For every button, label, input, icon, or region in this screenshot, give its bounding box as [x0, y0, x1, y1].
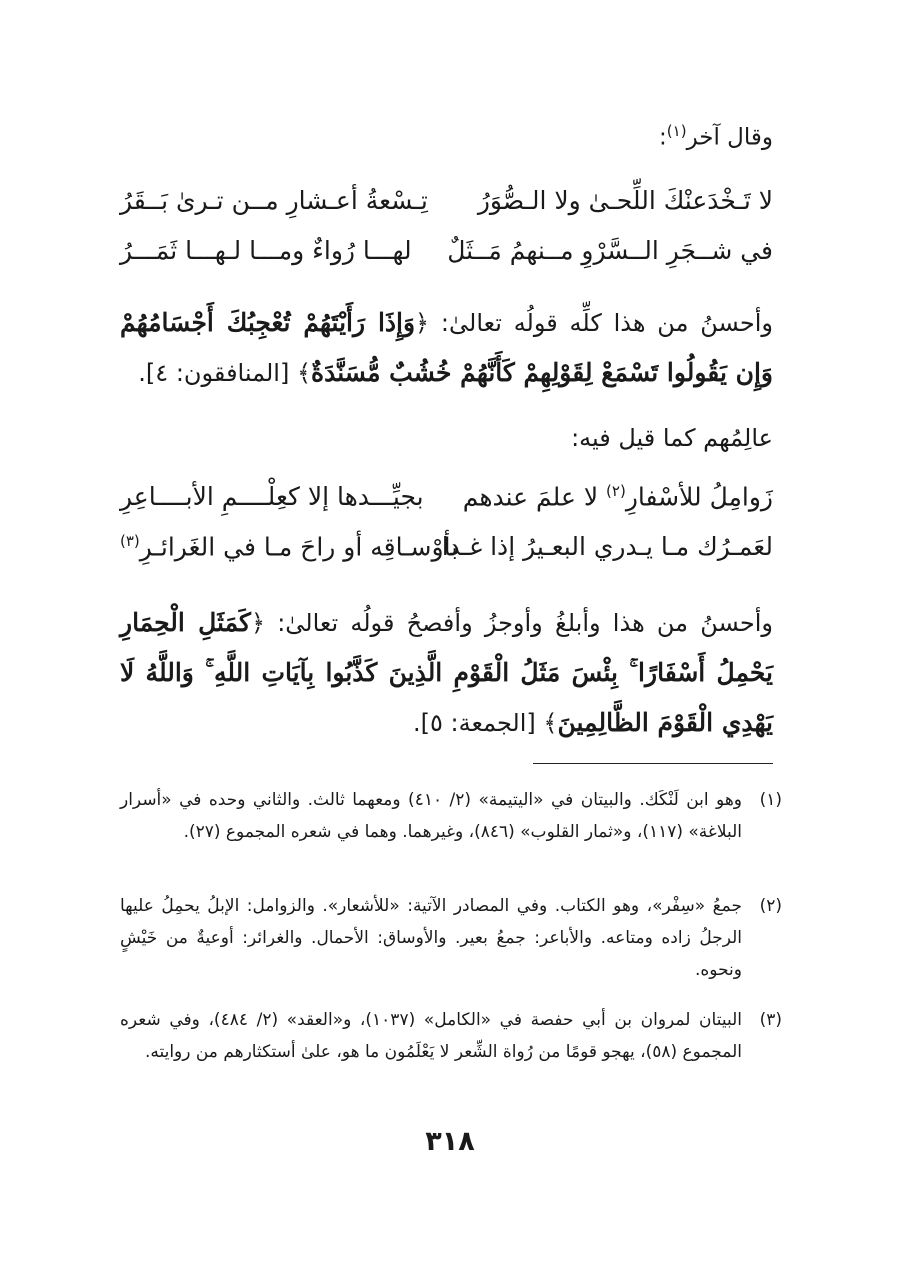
footnote-3-number: (٣) — [759, 1010, 782, 1030]
footnote-2 — [120, 890, 782, 986]
footnote-ref-3[interactable]: (٣) — [120, 532, 140, 550]
footnote-3 — [120, 1004, 782, 1068]
ornate-bracket-close: ﴾ — [296, 359, 312, 387]
footnote-1 — [120, 784, 782, 848]
poem2-v1-h1-rest: لا علمَ عندهم — [462, 482, 607, 512]
footnote-1-text: وهو ابن لَنْكَك. والبيتان في «اليتيمة» (٢/ ٤١٠) ومعهما ثالث. والثاني وحده في «أسرار البلاغة» (١١٧)، و«ثمار القلوب» (٨٤٦)، وغيرهما. وهما في شعره المجموع (٢٧). — [120, 790, 742, 842]
ornate-bracket-open: ﴿ — [415, 309, 430, 337]
quran-ref-munafiqun: [المنافقون: ٤]. — [138, 359, 290, 387]
paragraph-jumuah — [120, 598, 773, 748]
poem1-verse-2-second-hemistich: لهـــا رُواءٌ ومـــا لـهـــا ثَمَـــرُ — [120, 236, 412, 265]
ornate-bracket-open: ﴿ — [250, 609, 266, 637]
footnote-separator — [533, 763, 773, 764]
intro-line — [659, 122, 773, 152]
intro-colon: : — [659, 124, 667, 151]
intro-text: وقال آخر — [686, 124, 773, 151]
ornate-bracket-close: ﴾ — [543, 709, 558, 737]
page-number: ٣١٨ — [425, 1126, 475, 1157]
para2-text: عالِمُهم كما قيل فيه: — [571, 424, 773, 452]
footnote-3-text: البيتان لمروان بن أبي حفصة في «الكامل» (١٠٣٧)، و«العقد» (٢/ ٤٨٤)، وفي شعره المجموع (٥٨)، يهجو قومًا من رُواة الشِّعر لا يَعْلَمُون ما هو، علىٰ أستكثارهم من روايته. — [120, 1010, 742, 1062]
quran-verse-jumuah: كَمَثَلِ الْحِمَارِ يَحْمِلُ أَسْفَارًا ۚ بِئْسَ مَثَلُ الْقَوْمِ الَّذِينَ كَذَّبُوا بِآيَاتِ اللَّهِ ۚ وَاللَّهُ لَا يَهْدِي الْقَوْمَ الظَّالِمِينَ — [120, 608, 773, 737]
para3-lead: وأحسنُ من هذا وأبلغُ وأوجزُ وأفصحُ قولُه تعالىٰ: — [277, 609, 773, 637]
poem2-verse-1 — [120, 482, 773, 522]
poem2-v1-h1-text: زَوامِلُ للأسْفارِ — [625, 482, 773, 512]
quran-ref-jumuah: [الجمعة: ٥]. — [413, 709, 536, 737]
poem1-verse-1-second-hemistich: تِـسْعةُ أعـشارِ مــن تـرىٰ بَــقَرُ — [120, 186, 428, 215]
poem1-verse-1 — [120, 186, 773, 226]
footnote-ref-1[interactable]: (١) — [666, 122, 687, 140]
poem1-verse-1-first-hemistich: لا تَـخْدَعنْكَ اللِّحـىٰ ولا الـصُّوَرُ — [477, 186, 773, 215]
footnote-1-number: (١) — [759, 790, 782, 810]
quran-verse-munafiqun: وَإِذَا رَأَيْتَهُمْ تُعْجِبُكَ أَجْسَامُهُمْ وَإِن يَقُولُوا تَسْمَعْ لِقَوْلِهِمْ كَأَنَّهُمْ خُشُبٌ مُّسَنَّدَةٌ — [120, 308, 773, 387]
paragraph-alimuhum — [571, 424, 773, 453]
poem1-verse-2-first-hemistich: في شــجَرِ الــسَّرْوِ مــنهمُ مَــثَلٌ — [447, 236, 773, 265]
footnote-2-number: (٢) — [759, 896, 782, 916]
poem2-verse-1-first-hemistich — [463, 482, 773, 511]
poem2-verse-2-first-hemistich: لعَمـرُك مـا يـدري البعـيرُ إذا غـدا — [441, 532, 773, 561]
poem2-verse-2 — [120, 532, 773, 572]
poem2-v2-h2-text: بأوْسـاقِه أو راحَ مـا في الغَرائـرِ — [139, 532, 459, 562]
poem2-verse-2-second-hemistich — [120, 532, 458, 561]
poem2-verse-1-second-hemistich: بجيِّـــدها إلا كعِلْــــمِ الأبــــاعِرِ — [120, 482, 424, 511]
paragraph-munafiqun — [120, 298, 773, 398]
para1-lead: وأحسنُ من هذا كلِّه قولُه تعالىٰ: — [440, 309, 773, 337]
footnote-ref-2[interactable]: (٢) — [606, 482, 626, 500]
footnote-2-text: جمعُ «سِفْر»، وهو الكتاب. وفي المصادر الآتية: «للأشعار». والزوامل: الإبلُ يحمِلُ عليها الرجلُ زاده ومتاعه. والأباعر: جمعُ بعير. والأوساق: الأحمال. والغرائر: أوعيةٌ من خَيْشٍ ونحوه. — [120, 896, 742, 980]
poem1-verse-2 — [120, 236, 773, 276]
